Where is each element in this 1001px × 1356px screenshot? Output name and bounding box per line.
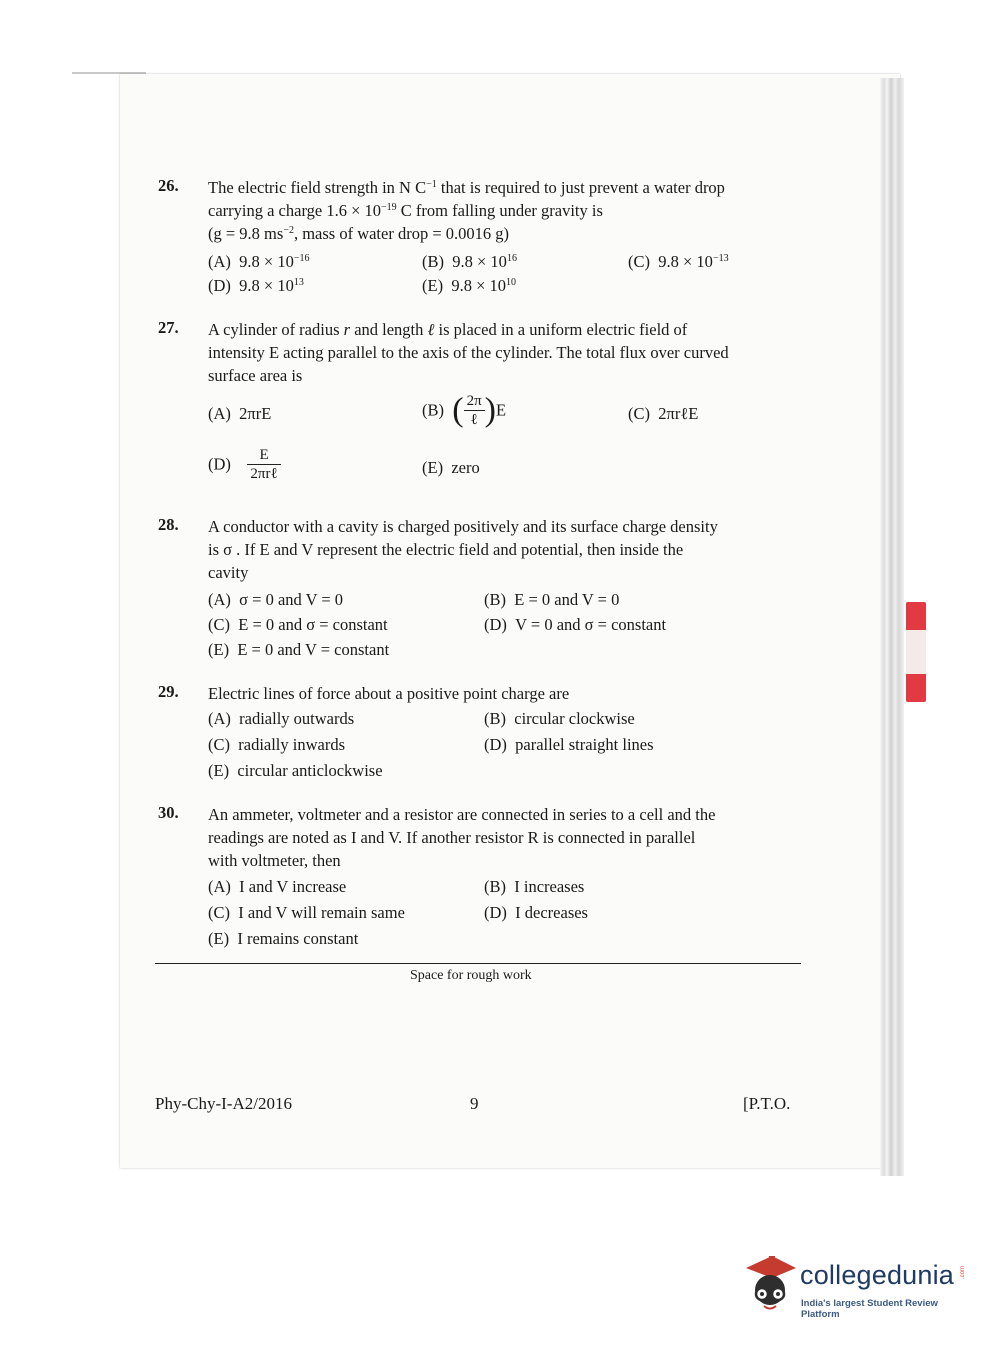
q29-option-e: (E) circular anticlockwise — [208, 761, 383, 780]
question-26-number: 26. — [158, 176, 179, 195]
question-28-line-3: cavity — [208, 563, 249, 582]
brand-tagline: India's largest Student Review Platform — [801, 1298, 938, 1320]
question-29-text — [208, 682, 569, 705]
q30-option-a: (A) I and V increase — [208, 877, 347, 896]
q27-option-d: (D) $\frac{E}{\text{2πrℓ}}$ — [208, 446, 281, 483]
q28-option-b: (B) E = 0 and V = 0 — [484, 590, 620, 609]
collegedunia-logo — [742, 1254, 972, 1318]
q26-option-d: (D) $9.8 \times 10^{13}$ — [208, 276, 304, 295]
question-30-text — [208, 803, 715, 872]
question-30-number: 30. — [158, 803, 179, 822]
q30-option-d: (D) I decreases — [484, 903, 588, 922]
paper-code: Phy-Chy-I-A2/2016 — [155, 1094, 292, 1113]
question-26-line-1: The electric field strength in N $C^{-1}$ that is required to just prevent a water drop — [208, 178, 725, 197]
q27-option-a: (A) 2πrE — [208, 404, 272, 423]
question-27-line-3: surface area is — [208, 366, 303, 385]
q26-option-e: (E) $9.8 \times 10^{10}$ — [422, 276, 517, 295]
q27-b-fraction: $\frac{2\pi}{\text{ℓ}}$ — [464, 392, 485, 429]
q30-option-c: (C) I and V will remain same — [208, 903, 405, 922]
question-28-text — [208, 515, 718, 584]
question-27-text — [208, 318, 729, 387]
q27-option-b: (B) ( $\frac{2\pi}{\text{ℓ}}$ )E — [422, 391, 507, 429]
question-30-line-1: An ammeter, voltmeter and a resistor are connected in series to a cell and the — [208, 805, 716, 824]
question-29-number: 29. — [158, 682, 179, 701]
q28-option-e: (E) E = 0 and V = constant — [208, 640, 390, 659]
q28-option-a: (A) σ = 0 and V = 0 — [208, 590, 344, 609]
question-26-line-2: carrying a charge $1.6 \times 10^{-19}$ C from falling under gravity is — [208, 201, 603, 220]
question-26-text — [208, 176, 725, 245]
q26-option-c: (C) $9.8 \times 10^{-13}$ — [628, 252, 729, 271]
pto-marker: [P.T.O. — [743, 1094, 791, 1113]
q27-option-c: (C) 2πrℓE — [628, 404, 699, 423]
question-27-number: 27. — [158, 318, 179, 337]
q26-option-a: (A) $9.8 \times 10^{-16}$ — [208, 252, 310, 271]
page-number: 9 — [470, 1094, 479, 1113]
rough-work-label: Space for rough work — [410, 968, 532, 983]
q28-option-c: (C) E = 0 and σ = constant — [208, 615, 388, 634]
question-30-line-2: readings are noted as I and V. If another resistor R is connected in parallel — [208, 828, 696, 847]
q28-option-d: (D) V = 0 and σ = constant — [484, 615, 667, 634]
paren-right: ) — [484, 391, 496, 429]
mascot-icon — [742, 1254, 798, 1318]
question-28-line-2: is σ . If E and V represent the electric field and potential, then inside the — [208, 540, 684, 559]
q30-option-b: (B) I increases — [484, 877, 585, 896]
q26-option-b: (B) $9.8 \times 10^{16}$ — [422, 252, 517, 271]
q30-option-e: (E) I remains constant — [208, 929, 359, 948]
question-30-line-3: with voltmeter, then — [208, 851, 341, 870]
q29-option-c: (C) radially inwards — [208, 735, 346, 754]
q29-option-a: (A) radially outwards — [208, 709, 355, 728]
question-28-number: 28. — [158, 515, 179, 534]
q29-option-b: (B) circular clockwise — [484, 709, 635, 728]
rough-work-divider — [155, 963, 801, 964]
brand-domain: .com — [960, 1266, 966, 1280]
question-27-line-1: A cylinder of radius r and length ℓ is placed in a uniform electric field of — [208, 320, 688, 339]
brand-name: collegedunia — [800, 1260, 955, 1290]
question-29-line-1: Electric lines of force about a positive point charge are — [208, 684, 570, 703]
question-27-line-2: intensity E acting parallel to the axis of the cylinder. The total flux over curved — [208, 343, 729, 362]
question-26-line-3: (g = 9.8 $ms^{-2}$, mass of water drop = 0.0016 g) — [208, 224, 510, 243]
q27-d-fraction: $\frac{E}{\text{2πrℓ}}$ — [247, 446, 280, 483]
q27-option-e: (E) zero — [422, 458, 480, 477]
q29-option-d: (D) parallel straight lines — [484, 735, 654, 754]
question-28-line-1: A conductor with a cavity is charged positively and its surface charge density — [208, 517, 718, 536]
paren-left: ( — [452, 391, 464, 429]
